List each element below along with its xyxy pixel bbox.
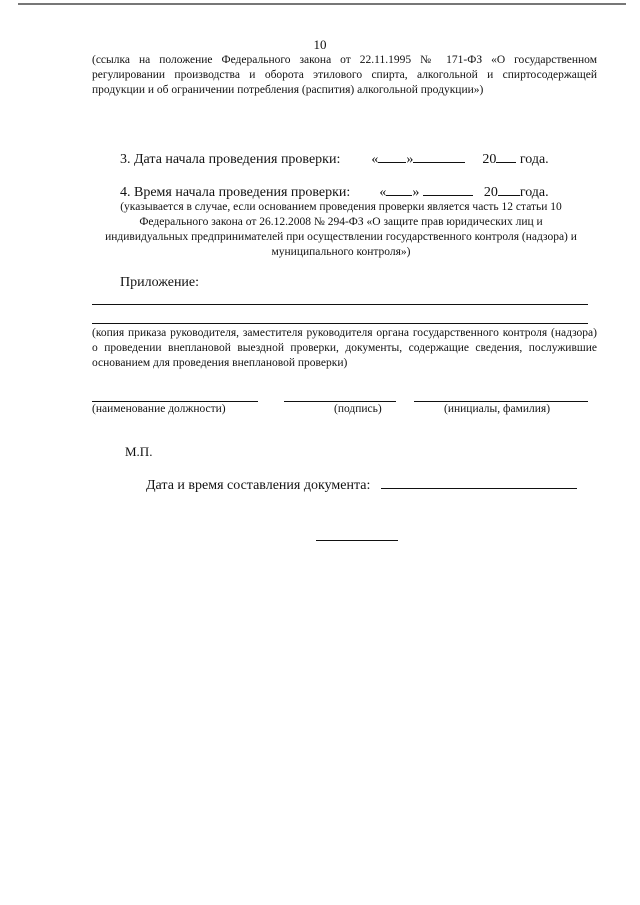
position-signature-line[interactable] [92,401,258,402]
start-date-day-field[interactable] [378,150,406,163]
scan-top-edge [18,3,626,5]
start-time-line [120,183,549,201]
start-time-label: 4. Время начала проведения проверки: [120,185,351,200]
start-time-quote-open: « [379,185,387,200]
start-time-year-prefix: 20 [483,185,498,200]
start-date-label: 3. Дата начала проведения проверки: [120,152,341,167]
position-label: (наименование должности) [92,403,226,415]
closing-separator [316,540,398,541]
start-time-day-field[interactable] [386,183,412,196]
start-time-year-field[interactable] [498,183,520,196]
law-reference-note: (ссылка на положение Федерального закона от 22.11.1995 № 171-ФЗ «О государственном регулировании производства и оборота этилового спирта, алкогольной и спиртосодержащей продукции и об ограничении потребления (распития) алкогольной продукции») [92,54,597,96]
attachment-line-1[interactable] [92,304,588,305]
document-date-label: Дата и время составления документа: [146,478,371,493]
start-date-quote-close: » [406,152,414,167]
start-time-month-field[interactable] [423,183,473,196]
start-date-line [120,150,549,168]
start-time-quote-close: » [412,185,420,200]
attachment-line-2[interactable] [92,323,588,324]
start-date-year-prefix: 20 [482,152,497,167]
document-date-line [146,476,577,494]
document-date-field[interactable] [381,476,577,489]
page-number: 10 [313,37,327,52]
start-date-year-suffix: года. [519,152,549,167]
name-label: (инициалы, фамилия) [444,403,551,415]
start-time-note: (указывается в случае, если основанием проведения проверки является часть 12 статьи 10 Федерального закона от 26.12.2008 № 294-ФЗ «О защите прав юридических лиц и индивидуальных предпринимателей при осуществлении государственного контроля (надзора) и муниципального контроля») [105,201,577,258]
start-time-year-suffix: года. [519,185,549,200]
stamp-label: М.П. [125,444,153,459]
signature-line[interactable] [284,401,396,402]
start-date-year-field[interactable] [496,150,516,163]
name-signature-line[interactable] [414,401,588,402]
start-date-quote-open: « [371,152,379,167]
attachment-note: (копия приказа руководителя, заместителя руководителя органа государственного контроля (надзора) о проведении внеплановой выездной проверки, документы, содержащие сведения, послужившие основанием для проведения внеплановой проверки) [92,327,597,369]
start-date-month-field[interactable] [413,150,465,163]
signature-label: (подпись) [334,403,382,415]
attachment-label: Приложение: [120,275,200,290]
